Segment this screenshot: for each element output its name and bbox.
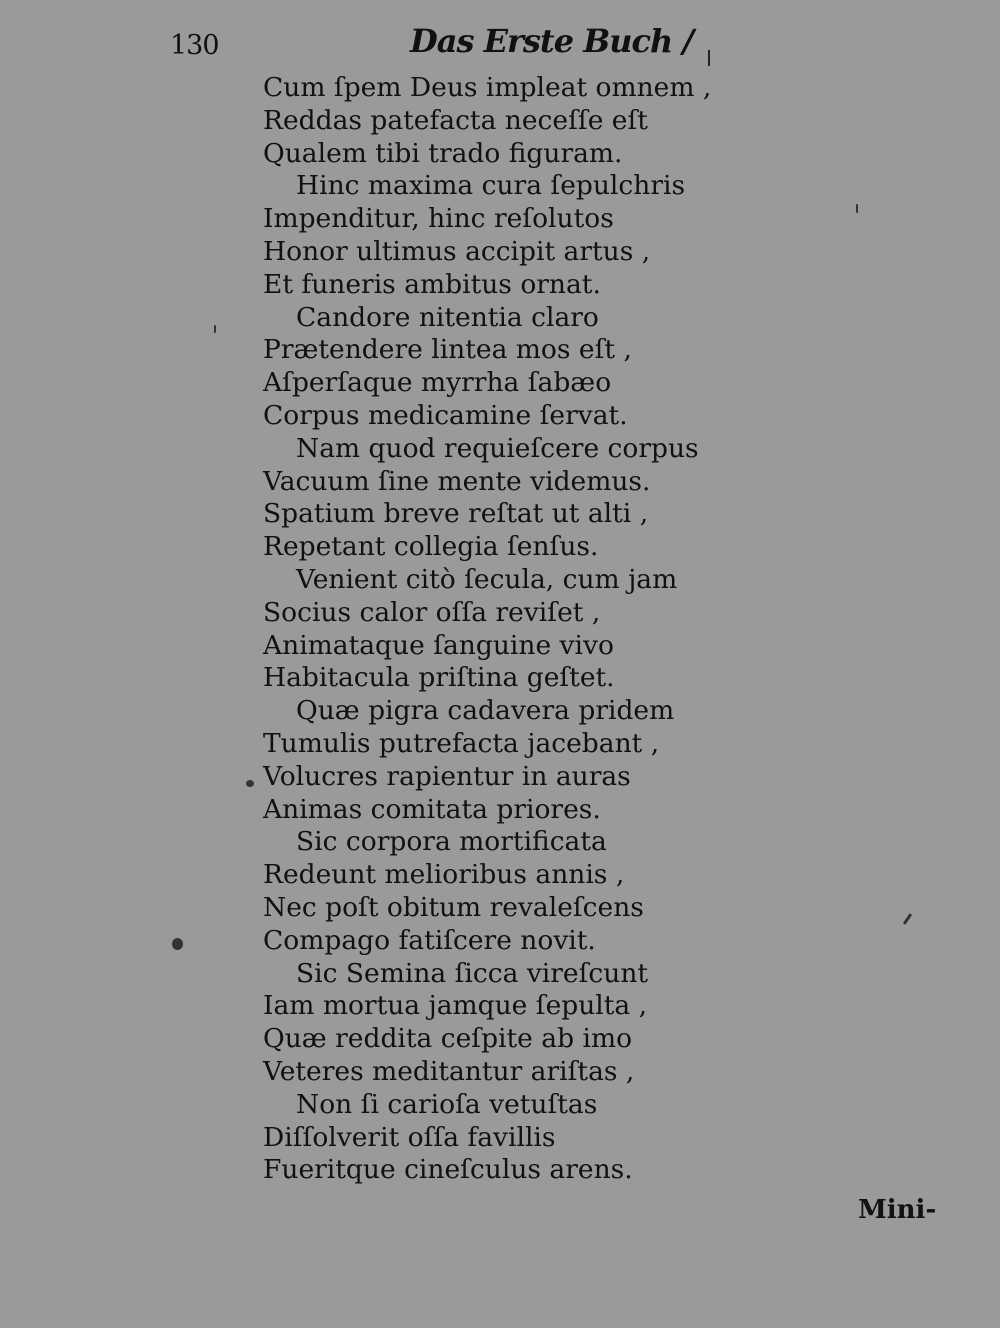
verse-line: Repetant collegia ſenſus. <box>263 531 599 563</box>
verse-line: Aſperſaque myrrha ſabæo <box>263 367 612 399</box>
verse-line: Hinc maxima cura ſepulchris <box>296 170 686 202</box>
verse-line: Animataque ſanguine vivo <box>263 629 614 661</box>
page-number: 130 <box>170 30 219 61</box>
verse-line: Compago fatiſcere novit. <box>263 924 596 956</box>
verse-line: Non ſi carioſa vetuſtas <box>296 1088 598 1120</box>
verse-line: Nec poſt obitum revaleſcens <box>263 892 644 923</box>
verse-line: Spatium breve reſtat ut alti , <box>263 498 649 530</box>
verse-line: Venient citò ſecula, cum jam <box>296 564 678 595</box>
verse-line: Prætendere lintea mos eſt , <box>263 334 632 366</box>
verse-line: Nam quod requieſcere corpus <box>296 432 699 464</box>
verse-line: Socius calor oſſa reviſet , <box>263 596 601 628</box>
ink-speck <box>214 325 216 333</box>
verse-line: Qualem tibi trado figuram. <box>263 137 623 169</box>
verse-line: Habitacula priſtina geſtet. <box>263 662 615 694</box>
verse-line: Candore nitentia claro <box>296 301 599 333</box>
verse-line: Sic Semina ſicca vireſcunt <box>296 957 649 989</box>
ink-speck <box>246 780 254 787</box>
verse-line: Veteres meditantur ariſtas , <box>263 1056 635 1087</box>
verse-line: Cum ſpem Deus impleat omnem , <box>263 72 712 103</box>
verse-line: Impenditur, hinc reſolutos <box>263 203 614 235</box>
catchword: Mini- <box>858 1195 937 1225</box>
running-head: Das Erste Buch / <box>410 22 694 60</box>
ink-speck <box>172 938 183 950</box>
verse-line: Sic corpora mortificata <box>296 826 607 858</box>
verse-line: Tumulis putrefacta jacebant , <box>263 728 660 759</box>
verse-line: Honor ultimus accipit artus , <box>263 236 651 267</box>
verse-line: Et funeris ambitus ornat. <box>263 268 601 300</box>
verse-line: Redeunt melioribus annis , <box>263 859 625 891</box>
verse-line: Corpus medicamine ſervat. <box>263 400 628 431</box>
ink-speck <box>856 204 858 213</box>
verse-line: Quæ pigra cadavera pridem <box>296 695 675 727</box>
verse-line: Reddas patefacta neceſſe eſt <box>263 104 648 136</box>
verse-line: Quæ reddita ceſpite ab imo <box>263 1023 633 1055</box>
verse-line: Iam mortua jamque ſepulta , <box>263 990 648 1022</box>
verse-line: Animas comitata priores. <box>263 793 601 825</box>
ink-speck <box>903 913 912 925</box>
verse-line: Volucres rapientur in auras <box>263 760 631 792</box>
verse-line: Vacuum ſine mente videmus. <box>263 465 651 497</box>
head-mark <box>708 50 710 66</box>
verse-line: Fueritque cineſculus arens. <box>263 1154 633 1186</box>
verse-line: Diſſolverit oſſa favillis <box>263 1121 556 1153</box>
